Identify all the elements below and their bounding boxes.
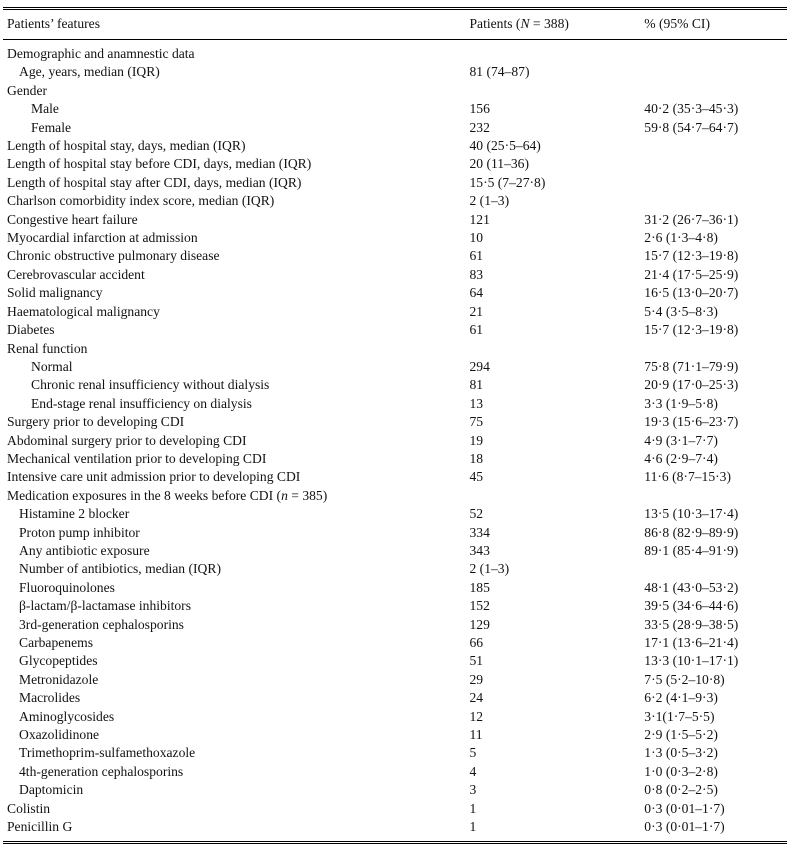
table-row xyxy=(3,560,787,578)
feature-label: Fluoroquinolones xyxy=(19,579,115,595)
pct-ci-value: 59·8 (54·7–64·7) xyxy=(644,119,739,135)
feature-label: Mechanical ventilation prior to developing CDI xyxy=(7,450,267,466)
pct-ci-value xyxy=(644,155,787,173)
patients-value: 15·5 (7–27·8) xyxy=(469,174,546,190)
patients-value: 4 xyxy=(469,763,477,779)
pct-ci-value: 4·9 (3·1–7·7) xyxy=(644,432,718,448)
feature-label: Oxazolidinone xyxy=(19,727,100,743)
table-row xyxy=(3,229,787,247)
patients-value: 3 xyxy=(469,782,477,798)
table-row xyxy=(3,634,787,652)
table-row xyxy=(3,174,787,192)
feature-label: Macrolides xyxy=(19,690,81,706)
patients-value: 20 (11–36) xyxy=(469,156,529,172)
feature-label: Trimethoprim-sulfamethoxazole xyxy=(19,745,196,761)
pct-ci-value: 40·2 (35·3–45·3) xyxy=(644,101,739,117)
pct-ci-value: 89·1 (85·4–91·9) xyxy=(644,542,739,558)
table-row xyxy=(3,505,787,523)
pct-ci-value: 13·5 (10·3–17·4) xyxy=(644,506,739,522)
feature-label: Length of hospital stay after CDI, days, median (IQR) xyxy=(7,174,302,190)
pct-ci-value xyxy=(644,82,787,100)
feature-label: Chronic renal insufficiency without dialysis xyxy=(31,377,270,393)
patients-value: 156 xyxy=(469,101,490,117)
table-row xyxy=(3,303,787,321)
feature-label: β-lactam/β-lactamase inhibitors xyxy=(19,598,191,614)
patients-value xyxy=(469,40,644,64)
table-row xyxy=(3,413,787,431)
feature-label: Cerebrovascular accident xyxy=(7,266,145,282)
pct-ci-value: 6·2 (4·1–9·3) xyxy=(644,690,718,706)
pct-ci-value: 15·7 (12·3–19·8) xyxy=(644,248,739,264)
patients-value: 13 xyxy=(469,395,484,411)
patients-value: 81 xyxy=(469,377,484,393)
feature-label: Solid malignancy xyxy=(7,285,103,301)
feature-label: Length of hospital stay before CDI, days, median (IQR) xyxy=(7,156,312,172)
table-row xyxy=(3,137,787,155)
col-header-patients xyxy=(469,9,644,40)
pct-ci-value: 19·3 (15·6–23·7) xyxy=(644,414,739,430)
patients-value: 75 xyxy=(469,414,484,430)
pct-ci-value: 0·8 (0·2–2·5) xyxy=(644,782,718,798)
table-row xyxy=(3,358,787,376)
table-header xyxy=(3,9,787,40)
table-row xyxy=(3,671,787,689)
table-row xyxy=(3,524,787,542)
pct-ci-value: 4·6 (2·9–7·4) xyxy=(644,450,718,466)
table-row xyxy=(3,763,787,781)
table-row xyxy=(3,40,787,64)
feature-label: Diabetes xyxy=(7,322,55,338)
patients-value: 1 xyxy=(469,800,477,816)
patients-value: 129 xyxy=(469,616,490,632)
feature-label: Daptomicin xyxy=(19,782,84,798)
col-header-patients-prefix: Patients ( xyxy=(469,16,521,31)
feature-label: Number of antibiotics, median (IQR) xyxy=(19,561,221,577)
header-row xyxy=(3,9,787,40)
table-row xyxy=(3,450,787,468)
table-row xyxy=(3,376,787,394)
pct-ci-value: 0·3 (0·01–1·7) xyxy=(644,800,725,816)
table-row xyxy=(3,579,787,597)
feature-label: Aminoglycosides xyxy=(19,708,115,724)
pct-ci-value: 16·5 (13·0–20·7) xyxy=(644,285,739,301)
pct-ci-value: 15·7 (12·3–19·8) xyxy=(644,322,739,338)
pct-ci-value: 1·0 (0·3–2·8) xyxy=(644,763,718,779)
pct-ci-value xyxy=(644,487,787,505)
patients-value: 185 xyxy=(469,579,490,595)
table-row xyxy=(3,100,787,118)
patients-value: 121 xyxy=(469,211,490,227)
pct-ci-value: 3·1(1·7–5·5) xyxy=(644,708,715,724)
feature-label: Normal xyxy=(31,358,73,374)
feature-label: 3rd-generation cephalosporins xyxy=(19,616,184,632)
patients-value: 21 xyxy=(469,303,484,319)
pct-ci-value: 17·1 (13·6–21·4) xyxy=(644,635,739,650)
patients-value: 334 xyxy=(469,524,490,540)
patients-value: 152 xyxy=(469,598,490,614)
patients-features-table xyxy=(3,7,787,844)
patients-value: 18 xyxy=(469,450,484,466)
table-row xyxy=(3,119,787,137)
pct-ci-value xyxy=(644,137,787,155)
table-row xyxy=(3,340,787,358)
col-header-pct: % (95% CI) xyxy=(644,9,787,40)
col-header-patients-n: N xyxy=(520,16,530,31)
pct-ci-value xyxy=(644,40,787,64)
feature-label: Renal function xyxy=(7,340,88,356)
patients-value: 2 (1–3) xyxy=(469,193,510,209)
feature-label: Congestive heart failure xyxy=(7,211,138,227)
patients-value: 5 xyxy=(469,745,477,761)
patients-value: 2 (1–3) xyxy=(469,561,510,577)
table-row xyxy=(3,744,787,762)
patients-value: 10 xyxy=(469,230,484,246)
pct-ci-value: 2·9 (1·5–5·2) xyxy=(644,727,718,743)
pct-ci-value: 33·5 (28·9–38·5) xyxy=(644,616,739,632)
pct-ci-value xyxy=(644,63,787,81)
feature-label: Penicillin G xyxy=(7,819,73,835)
patients-value: 64 xyxy=(469,285,484,301)
table-row xyxy=(3,211,787,229)
table-row xyxy=(3,652,787,670)
pct-ci-value: 39·5 (34·6–44·6) xyxy=(644,598,739,614)
table-row xyxy=(3,395,787,413)
pct-ci-value: 31·2 (26·7–36·1) xyxy=(644,211,739,227)
feature-label: Haematological malignancy xyxy=(7,303,160,319)
table-row xyxy=(3,468,787,486)
patients-value: 83 xyxy=(469,266,484,282)
feature-label: Proton pump inhibitor xyxy=(19,524,140,540)
pct-ci-value: 86·8 (82·9–89·9) xyxy=(644,524,739,540)
table-row xyxy=(3,321,787,339)
table-row xyxy=(3,542,787,560)
pct-ci-value: 21·4 (17·5–25·9) xyxy=(644,266,739,282)
patients-value: 61 xyxy=(469,248,484,264)
pct-ci-value: 13·3 (10·1–17·1) xyxy=(644,653,739,669)
table-row xyxy=(3,155,787,173)
table-row xyxy=(3,284,787,302)
table-row xyxy=(3,781,787,799)
pct-ci-value: 75·8 (71·1–79·9) xyxy=(644,358,739,374)
patients-value: 29 xyxy=(469,671,484,687)
pct-ci-value xyxy=(644,192,787,210)
patients-value: 1 xyxy=(469,819,477,835)
patients-value: 232 xyxy=(469,119,490,135)
pct-ci-value: 7·5 (5·2–10·8) xyxy=(644,671,725,687)
feature-label: Carbapenems xyxy=(19,635,93,650)
feature-label: Gender xyxy=(7,82,48,98)
patients-value: 52 xyxy=(469,506,484,522)
feature-label: Histamine 2 blocker xyxy=(19,506,130,522)
pct-ci-value: 20·9 (17·0–25·3) xyxy=(644,377,739,393)
patients-value xyxy=(469,340,644,358)
patients-value: 61 xyxy=(469,322,484,338)
table-row xyxy=(3,616,787,634)
feature-label: End-stage renal insufficiency on dialysis xyxy=(31,395,252,411)
feature-label: Colistin xyxy=(7,800,51,816)
feature-label: Glycopeptides xyxy=(19,653,98,669)
patients-value xyxy=(469,82,644,100)
pct-ci-value xyxy=(644,560,787,578)
pct-ci-value: 2·6 (1·3–4·8) xyxy=(644,230,718,246)
table-row xyxy=(3,63,787,81)
pct-ci-value: 5·4 (3·5–8·3) xyxy=(644,303,718,319)
feature-label: Surgery prior to developing CDI xyxy=(7,414,185,430)
patients-value: 40 (25·5–64) xyxy=(469,138,541,154)
patients-value: 294 xyxy=(469,358,490,374)
pct-ci-value xyxy=(644,174,787,192)
table-row xyxy=(3,689,787,707)
table-row xyxy=(3,818,787,843)
table-row xyxy=(3,487,787,505)
feature-label: Age, years, median (IQR) xyxy=(19,64,160,80)
patients-value: 66 xyxy=(469,635,484,650)
table-body xyxy=(3,40,787,843)
pct-ci-value: 0·3 (0·01–1·7) xyxy=(644,819,725,835)
patients-value: 11 xyxy=(469,727,483,743)
feature-label: Chronic obstructive pulmonary disease xyxy=(7,248,220,264)
table-row xyxy=(3,597,787,615)
feature-label: Metronidazole xyxy=(19,671,99,687)
patients-value: 51 xyxy=(469,653,484,669)
pct-ci-value: 3·3 (1·9–5·8) xyxy=(644,395,718,411)
patients-value: 343 xyxy=(469,542,490,558)
patients-value: 45 xyxy=(469,469,484,485)
table-row xyxy=(3,726,787,744)
feature-label: Any antibiotic exposure xyxy=(19,542,150,558)
feature-label: Abdominal surgery prior to developing CDI xyxy=(7,432,247,448)
feature-label: Intensive care unit admission prior to developing CDI xyxy=(7,469,301,485)
table-row xyxy=(3,82,787,100)
feature-label: Medication exposures in the 8 weeks before CDI (n = 385) xyxy=(7,487,328,503)
col-header-patients-suffix: = 388) xyxy=(529,16,569,31)
feature-label: Female xyxy=(31,119,72,135)
table-row xyxy=(3,266,787,284)
pct-ci-value: 1·3 (0·5–3·2) xyxy=(644,745,718,761)
feature-label: Myocardial infarction at admission xyxy=(7,230,198,246)
feature-label: 4th-generation cephalosporins xyxy=(19,763,184,779)
patients-value: 19 xyxy=(469,432,484,448)
patients-value: 12 xyxy=(469,708,484,724)
col-header-features: Patients’ features xyxy=(3,9,469,40)
patients-value: 24 xyxy=(469,690,484,706)
feature-label: Length of hospital stay, days, median (IQR) xyxy=(7,138,246,154)
patients-value: 81 (74–87) xyxy=(469,64,530,80)
table-row xyxy=(3,432,787,450)
feature-label: Charlson comorbidity index score, median (IQR) xyxy=(7,193,275,209)
patients-value xyxy=(469,487,644,505)
table-row xyxy=(3,192,787,210)
pct-ci-value xyxy=(644,340,787,358)
table-row xyxy=(3,800,787,818)
feature-label: Demographic and anamnestic data xyxy=(7,46,195,61)
pct-ci-value: 48·1 (43·0–53·2) xyxy=(644,579,739,595)
table-row xyxy=(3,708,787,726)
feature-label: Male xyxy=(31,101,59,117)
pct-ci-value: 11·6 (8·7–15·3) xyxy=(644,469,731,485)
table-row xyxy=(3,247,787,265)
